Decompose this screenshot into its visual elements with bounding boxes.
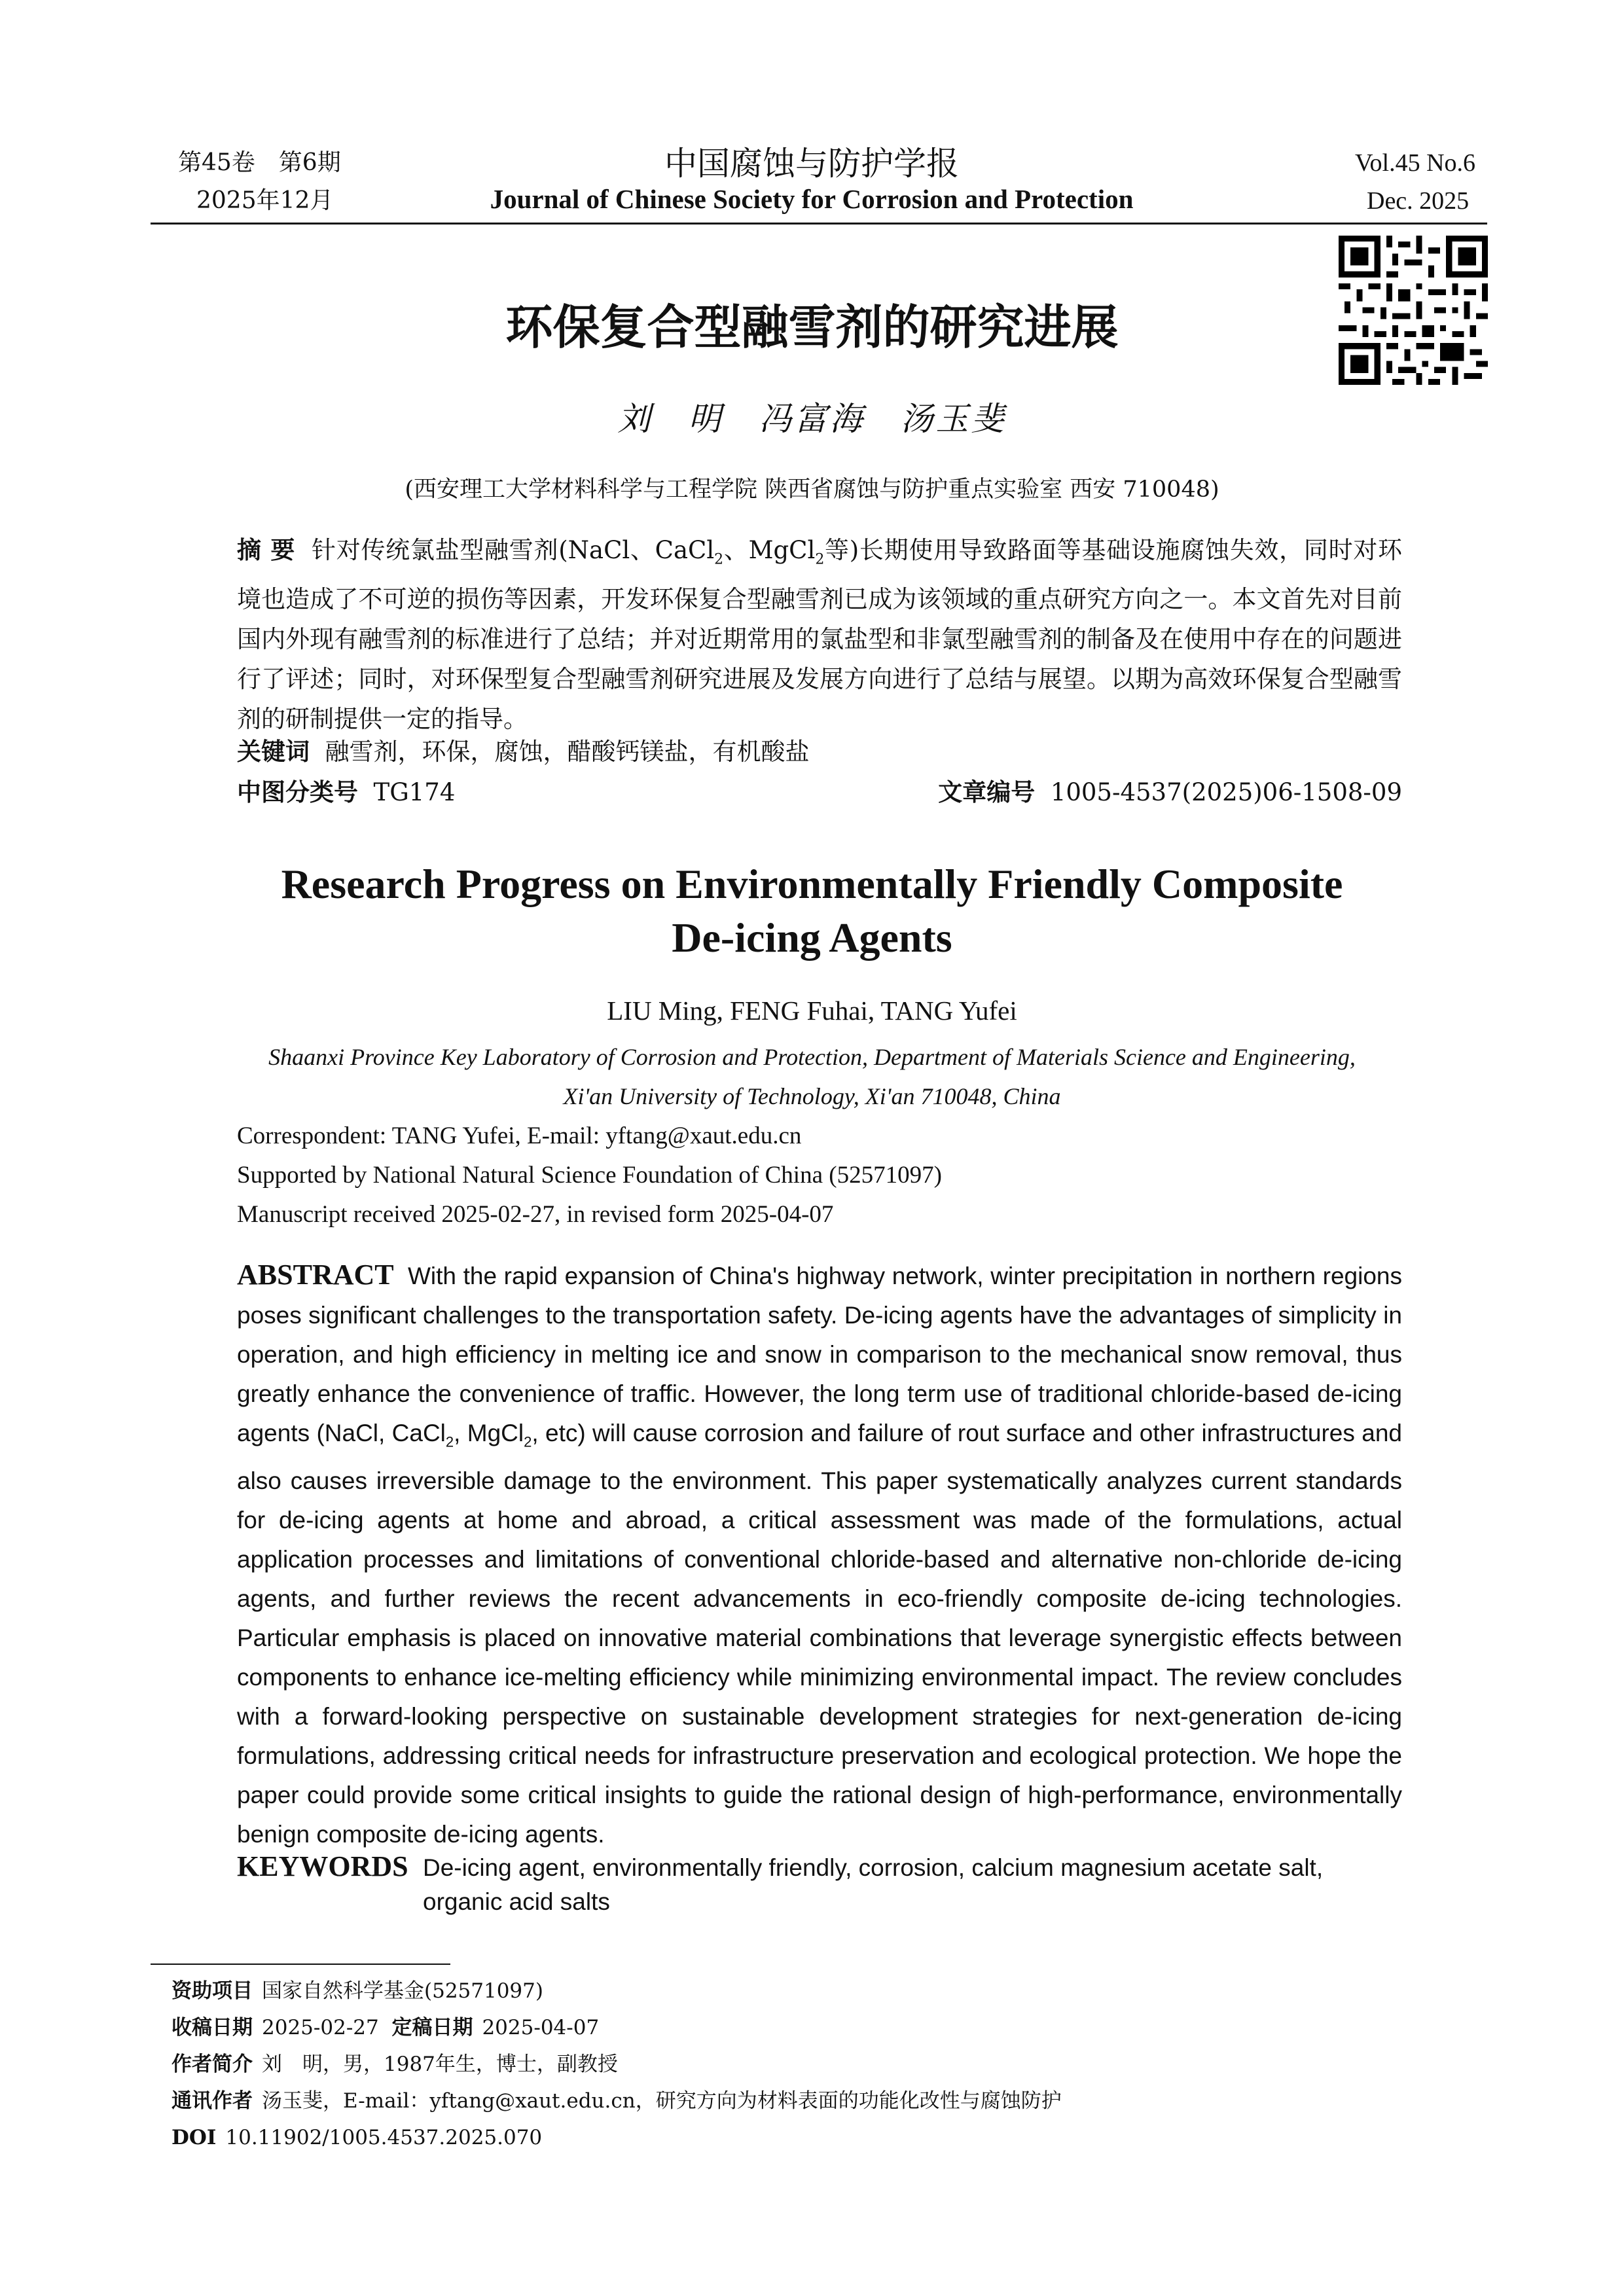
keywords-cn-label: 关键词: [237, 737, 310, 766]
footnote-correspondent: 通讯作者 汤玉斐，E-mail：yftang@xaut.edu.cn，研究方向为材料表面的功能化改性与腐蚀防护: [171, 2089, 1062, 2113]
footnote-rule: [151, 1964, 450, 1965]
article-number-value: 1005-4537(2025)06-1508-09: [1050, 778, 1402, 806]
manuscript-dates-en: Manuscript received 2025-02-27, in revised form 2025-04-07: [237, 1201, 834, 1228]
article-number-label: 文章编号: [938, 778, 1036, 806]
keywords-en-label: KEYWORDS: [237, 1850, 408, 1882]
journal-title-en: Journal of Chinese Society for Corrosion and Protection: [490, 184, 1134, 214]
classification-value: TG174: [373, 778, 456, 806]
abstract-en: ABSTRACT With the rapid expansion of China's highway network, winter precipitation in northern regions poses significant challenges to the transportation safety. De-icing agents have the advantages of simplicity in operation, and high efficiency in melting ice and snow in comparison to the mechanical snow removal, thus greatly enhance the convenience of traffic. However, the long term use of traditional chloride-based de-icing agents (NaCl, CaCl$_2$, MgCl$_2$, etc) will cause corrosion and failure of rout surface and other infrastructures and also causes irreversible damage to the environment. This paper systematically analyzes current standards for de-icing agents at home and abroad, a critical assessment was made of the formulations, actual application processes and limitations of conventional chloride-based and alternative non-chloride de-icing agents, and further reviews the recent advancements in eco-friendly composite de-icing technologies. Particular emphasis is placed on innovative material combinations that leverage synergistic effects between components to enhance ice-melting efficiency while minimizing environmental impact. The review concludes with a forward-looking perspective on sustainable development strategies for next-generation de-icing formulations, addressing critical needs for infrastructure preservation and ecological protection. We hope the paper could provide some critical insights to guide the rational design of high-performance, environmentally benign composite de-icing agents.: [237, 1259, 1402, 1848]
abstract-cn-label: 摘 要: [237, 535, 296, 564]
header-rule: [151, 223, 1487, 224]
classification-label: 中图分类号: [237, 778, 358, 806]
footnote-bio: 作者简介 刘 明，男，1987年生，博士，副教授: [171, 2053, 618, 2076]
abstract-cn: 摘 要 针对传统氯盐型融雪剂(NaCl、CaCl$_2$、MgCl$_2$等)长期使用导致路面等基础设施腐蚀失效，同时对环境也造成了不可逆的损伤等因素，开发环保复合型融雪剂已成为该领域的重点研究方向之一。本文首先对目前国内外现有融雪剂的标准进行了总结；并对近期常用的氯盐型和非氯型融雪剂的制备及在使用中存在的问题进行了评述；同时，对环保型复合型融雪剂研究进展及发展方向进行了总结与展望。以期为高效环保复合型融雪剂的研制提供一定的指导。: [237, 535, 1403, 734]
affiliation-cn: (西安理工大学材料科学与工程学院 陕西省腐蚀与防护重点实验室 西安 710048): [405, 476, 1219, 503]
support-en: Supported by National Natural Science Foundation of China (52571097): [237, 1162, 942, 1189]
abstract-en-label: ABSTRACT: [237, 1259, 394, 1291]
header-date-cn: 2025年12月: [196, 187, 334, 214]
footnote-dates: 收稿日期 2025-02-27 定稿日期 2025-04-07: [171, 2016, 600, 2039]
header-volume-en: Vol.45 No.6: [1355, 149, 1476, 177]
journal-title-cn: 中国腐蚀与防护学报: [664, 145, 959, 183]
classification-row: [237, 772, 1402, 808]
title-en: Research Progress on Environmentally Friendly Composite De-icing Agents: [281, 861, 1343, 961]
keywords-en-text: De-icing agent, environmentally friendly, corrosion, calcium magnesium acetate salt, organic acid salts: [423, 1854, 1324, 1915]
correspondent-en: Correspondent: TANG Yufei, E-mail: yftang@xaut.edu.cn: [237, 1122, 802, 1149]
title-cn: 环保复合型融雪剂的研究进展: [505, 299, 1119, 355]
affiliation-en: Shaanxi Province Key Laboratory of Corrosion and Protection, Department of Materials Science and Engineering, Xi'an University of Technology, Xi'an 710048, China: [268, 1044, 1356, 1109]
authors-cn: 刘 明 冯富海 汤玉斐: [617, 400, 1007, 438]
header-volume-cn: 第45卷 第6期: [178, 149, 341, 176]
keywords-cn: [237, 732, 1402, 772]
footnote-fund: 资助项目 国家自然科学基金(52571097): [171, 1979, 543, 2003]
footnote-doi[interactable]: DOI 10.11902/1005.4537.2025.070: [171, 2126, 543, 2149]
keywords-cn-text: 融雪剂，环保，腐蚀，醋酸钙镁盐，有机酸盐: [325, 738, 810, 766]
header-date-en: Dec. 2025: [1367, 187, 1470, 215]
authors-en: LIU Ming, FENG Fuhai, TANG Yufei: [607, 996, 1017, 1026]
